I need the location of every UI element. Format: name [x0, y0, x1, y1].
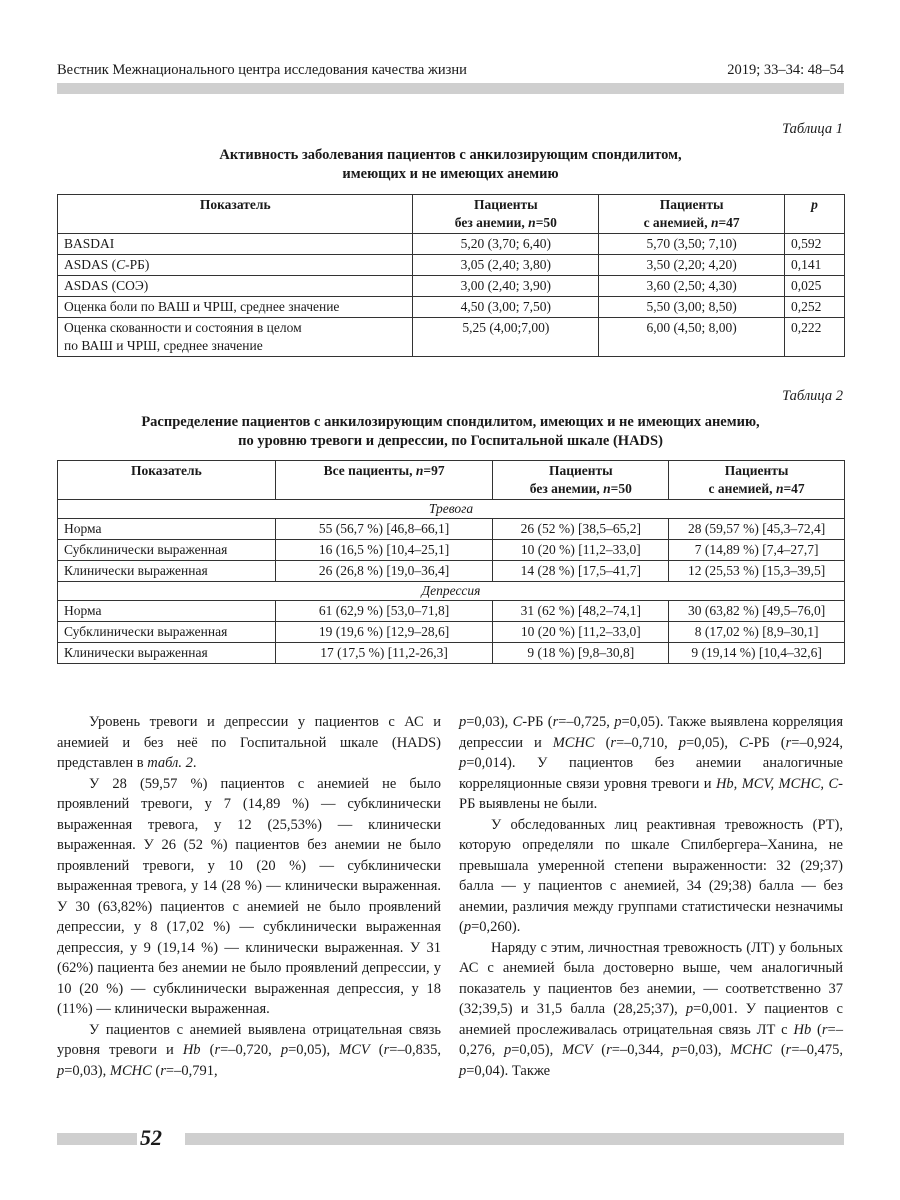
header-anemia: Пациенты с анемией, n=47 — [599, 195, 785, 234]
paragraph: Наряду с этим, личностная тревожность (ЛТ) у больных АС с анемией была достоверно выше, чем аналогичный показатель у пациентов без анемии, — соответственно 37 (32;39,5) и 31,5 балла (28,25;37), p=0,001. У пациентов с анемией прослеживалась отрицательная связь ЛТ с Hb (r=–0,276, p=0,05), MCV (r=–0,344, p=0,03), MCHC (r=–0,475, p=0,04). Также — [459, 939, 843, 1079]
header-no-anemia: Пациенты без анемии, n=50 — [413, 195, 599, 234]
journal-title: Вестник Межнационального центра исследования качества жизни — [57, 62, 467, 78]
table-row: BASDAI 5,20 (3,70; 6,40) 5,70 (3,50; 7,10) 0,592 — [58, 234, 845, 255]
table-row: Субклинически выраженная 19 (19,6 %) [12,9–28,6] 10 (20 %) [11,2–33,0] 8 (17,02 %) [8,9–30,1] — [58, 622, 845, 643]
issue-info: 2019; 33–34: 48–54 — [727, 62, 844, 78]
table-row: Норма 55 (56,7 %) [46,8–66,1] 26 (52 %) [38,5–65,2] 28 (59,57 %) [45,3–72,4] — [58, 519, 845, 540]
header-no-anemia: Пациенты без анемии, n=50 — [493, 461, 669, 500]
section-anxiety: Тревога — [58, 500, 845, 519]
section-row — [58, 582, 845, 601]
page-number: 52 — [140, 1125, 162, 1150]
table-row: Оценка скованности и состояния в целом по ВАШ и ЧРШ, среднее значение 5,25 (4,00;7,00) 6,00 (4,50; 8,00) 0,222 — [58, 318, 845, 357]
table-row: ASDAS (С-РБ) 3,05 (2,40; 3,80) 3,50 (2,20; 4,20) 0,141 — [58, 255, 845, 276]
paragraph: p=0,03), С-РБ (r=–0,725, p=0,05). Также выявлена корреляция депрессии и MCHC (r=–0,710, p=0,05), С-РБ (r=–0,924, p=0,014). У пациентов без анемии аналогичные корреляционные связи уровня тревоги и Hb, MCV, MCHC, С-РБ выявлены не были. — [459, 714, 843, 812]
footer-rule-left — [57, 1133, 137, 1145]
header-p: p — [785, 195, 845, 234]
table-header-row — [58, 461, 845, 500]
running-header — [57, 62, 844, 82]
header-indicator: Показатель — [58, 461, 276, 500]
table-row: ASDAS (СОЭ) 3,00 (2,40; 3,90) 3,60 (2,50; 4,30) 0,025 — [58, 276, 845, 297]
section-row — [58, 500, 845, 519]
table-row: Клинически выраженная 17 (17,5 %) [11,2-26,3] 9 (18 %) [9,8–30,8] 9 (19,14 %) [10,4–32,6] — [58, 643, 845, 664]
header-all: Все пациенты, n=97 — [275, 461, 493, 500]
section-depression: Депрессия — [58, 582, 845, 601]
table1-title: Активность заболевания пациентов с анкилозирующим спондилитом, имеющих и не имеющих анемию — [219, 147, 682, 182]
body-column-right — [459, 712, 843, 1081]
paragraph: У 28 (59,57 %) пациентов с анемией не было проявлений тревоги, у 7 (14,89 %) — субклинически выраженная тревога, у 12 (25,53%) — клинически выраженная. У 26 (52 %) пациентов без анемии не было проявлений тревоги, у 10 (20 %) — субклинически выраженная тревога, у 14 (28 %) — клинически выраженная. У 30 (63,82%) пациентов с анемией не было проявлений депрессии, у 8 (17,02 %) — субклинически выраженная депрессия, у 9 (19,14 %) — клинически выраженная. У 31 (62%) пациента без анемии не было проявлений депрессии, у 10 (20 %) — субклинически выраженная депрессия, у 18 (11%) — клинически выраженная. — [57, 775, 441, 1017]
header-rule — [57, 83, 844, 94]
table-row: Субклинически выраженная 16 (16,5 %) [10,4–25,1] 10 (20 %) [11,2–33,0] 7 (14,89 %) [7,4–27,7] — [58, 540, 845, 561]
table2-title: Распределение пациентов с анкилозирующим спондилитом, имеющих и не имеющих анемию, по уровню тревоги и депрессии, по Госпитальной шкале (HADS) — [141, 414, 760, 449]
table2-caption: Таблица 2 — [782, 388, 843, 404]
paragraph: У пациентов с анемией выявлена отрицательная связь уровня тревоги и Hb (r=–0,720, p=0,05), MCV (r=–0,835, p=0,03), MCHC (r=–0,791, — [57, 1021, 441, 1079]
table1-caption: Таблица 1 — [782, 121, 843, 137]
table-row: Оценка боли по ВАШ и ЧРШ, среднее значение 4,50 (3,00; 7,50) 5,50 (3,00; 8,50) 0,252 — [58, 297, 845, 318]
table2 — [57, 460, 845, 664]
table1 — [57, 194, 845, 357]
paragraph: У обследованных лиц реактивная тревожность (РТ), которую определяли по шкале Спилбергера–Ханина, не превышала умеренной степени выраженности: 32 (29;37) балла — у пациентов с анемией, 34 (29;38) балла — без анемии, различия между группами статистически незначимы (p=0,260). — [459, 816, 843, 935]
footer-rule-right — [185, 1133, 844, 1145]
table-row: Клинически выраженная 26 (26,8 %) [19,0–36,4] 14 (28 %) [17,5–41,7] 12 (25,53 %) [15,3–39,5] — [58, 561, 845, 582]
paragraph: Уровень тревоги и депрессии у пациентов с АС и анемией и без неё по Госпитальной шкале (HADS) представлен в табл. 2. — [57, 714, 441, 771]
table-header-row — [58, 195, 845, 234]
header-anemia: Пациенты с анемией, n=47 — [669, 461, 845, 500]
table-row: Норма 61 (62,9 %) [53,0–71,8] 31 (62 %) [48,2–74,1] 30 (63,82 %) [49,5–76,0] — [58, 601, 845, 622]
header-indicator: Показатель — [58, 195, 413, 234]
body-column-left — [57, 712, 441, 1081]
